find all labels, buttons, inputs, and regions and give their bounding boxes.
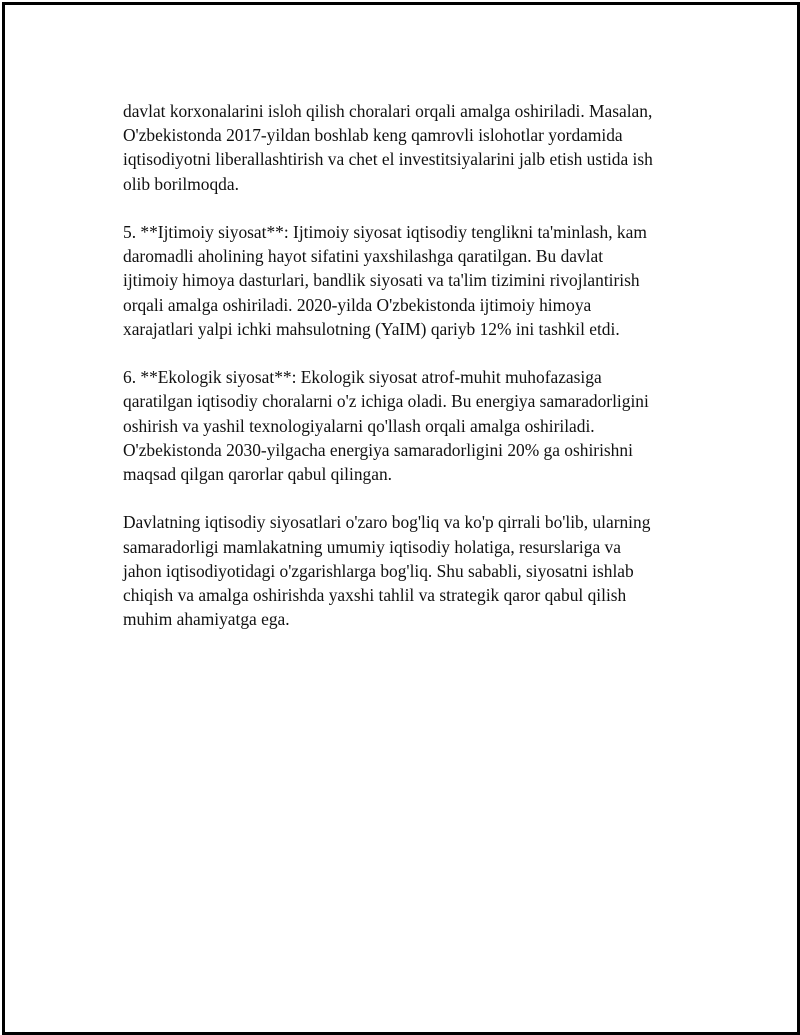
text-line: olib borilmoqda.	[123, 173, 239, 194]
text-line: qaratilgan iqtisodiy choralarni o'z ichiga oladi. Bu energiya samaradorligini	[123, 391, 649, 412]
text-line: 5. **Ijtimoiy siyosat**: Ijtimoiy siyosat iqtisodiy tenglikni ta'minlash, kam	[123, 222, 647, 242]
text-line: Davlatning iqtisodiy siyosatlari o'zaro bog'liq va ko'p qirrali bo'lib, ularning	[123, 512, 651, 533]
paragraph-ecological-policy	[123, 365, 693, 486]
paragraph-social-policy	[123, 220, 693, 341]
text-line: O'zbekistonda 2030-yilgacha energiya samaradorligini 20% ga oshirishni	[123, 439, 633, 460]
text-line: maqsad qilgan qarorlar qabul qilingan.	[123, 464, 392, 485]
text-line: orqali amalga oshiriladi. 2020-yilda O'zbekistonda ijtimoiy himoya	[123, 294, 592, 315]
text-line: daromadli aholining hayot sifatini yaxshilashga qaratilgan. Bu davlat	[123, 246, 604, 267]
text-line: jahon iqtisodiyotidagi o'zgarishlarga bog'liq. Shu sababli, siyosatni ishlab	[123, 560, 634, 581]
paragraph-conclusion	[123, 510, 693, 631]
text-line: O'zbekistonda 2017-yildan boshlab keng qamrovli islohotlar yordamida	[123, 125, 623, 146]
page-frame	[2, 2, 800, 1035]
text-line: oshirish va yashil texnologiyalarni qo'llash orqali amalga oshiriladi.	[123, 415, 595, 436]
text-line: 6. **Ekologik siyosat**: Ekologik siyosat atrof-muhit muhofazasiga	[123, 367, 602, 388]
text-line: muhim ahamiyatga ega.	[123, 609, 290, 630]
text-line: chiqish va amalga oshirishda yaxshi tahlil va strategik qaror qabul qilish	[123, 585, 627, 606]
text-line: samaradorligi mamlakatning umumiy iqtisodiy holatiga, resurslariga va	[123, 536, 621, 557]
document-body	[123, 99, 693, 656]
paragraph-reform-continuation	[123, 99, 693, 196]
text-line: davlat korxonalarini isloh qilish choralari orqali amalga oshiriladi. Masalan,	[123, 101, 653, 121]
text-line: xarajatlari yalpi ichki mahsulotning (YaIM) qariyb 12% ini tashkil etdi.	[123, 318, 620, 339]
text-line: ijtimoiy himoya dasturlari, bandlik siyosati va ta'lim tizimini rivojlantirish	[123, 270, 640, 291]
text-line: iqtisodiyotni liberallashtirish va chet el investitsiyalarini jalb etish ustida ish	[123, 149, 653, 170]
